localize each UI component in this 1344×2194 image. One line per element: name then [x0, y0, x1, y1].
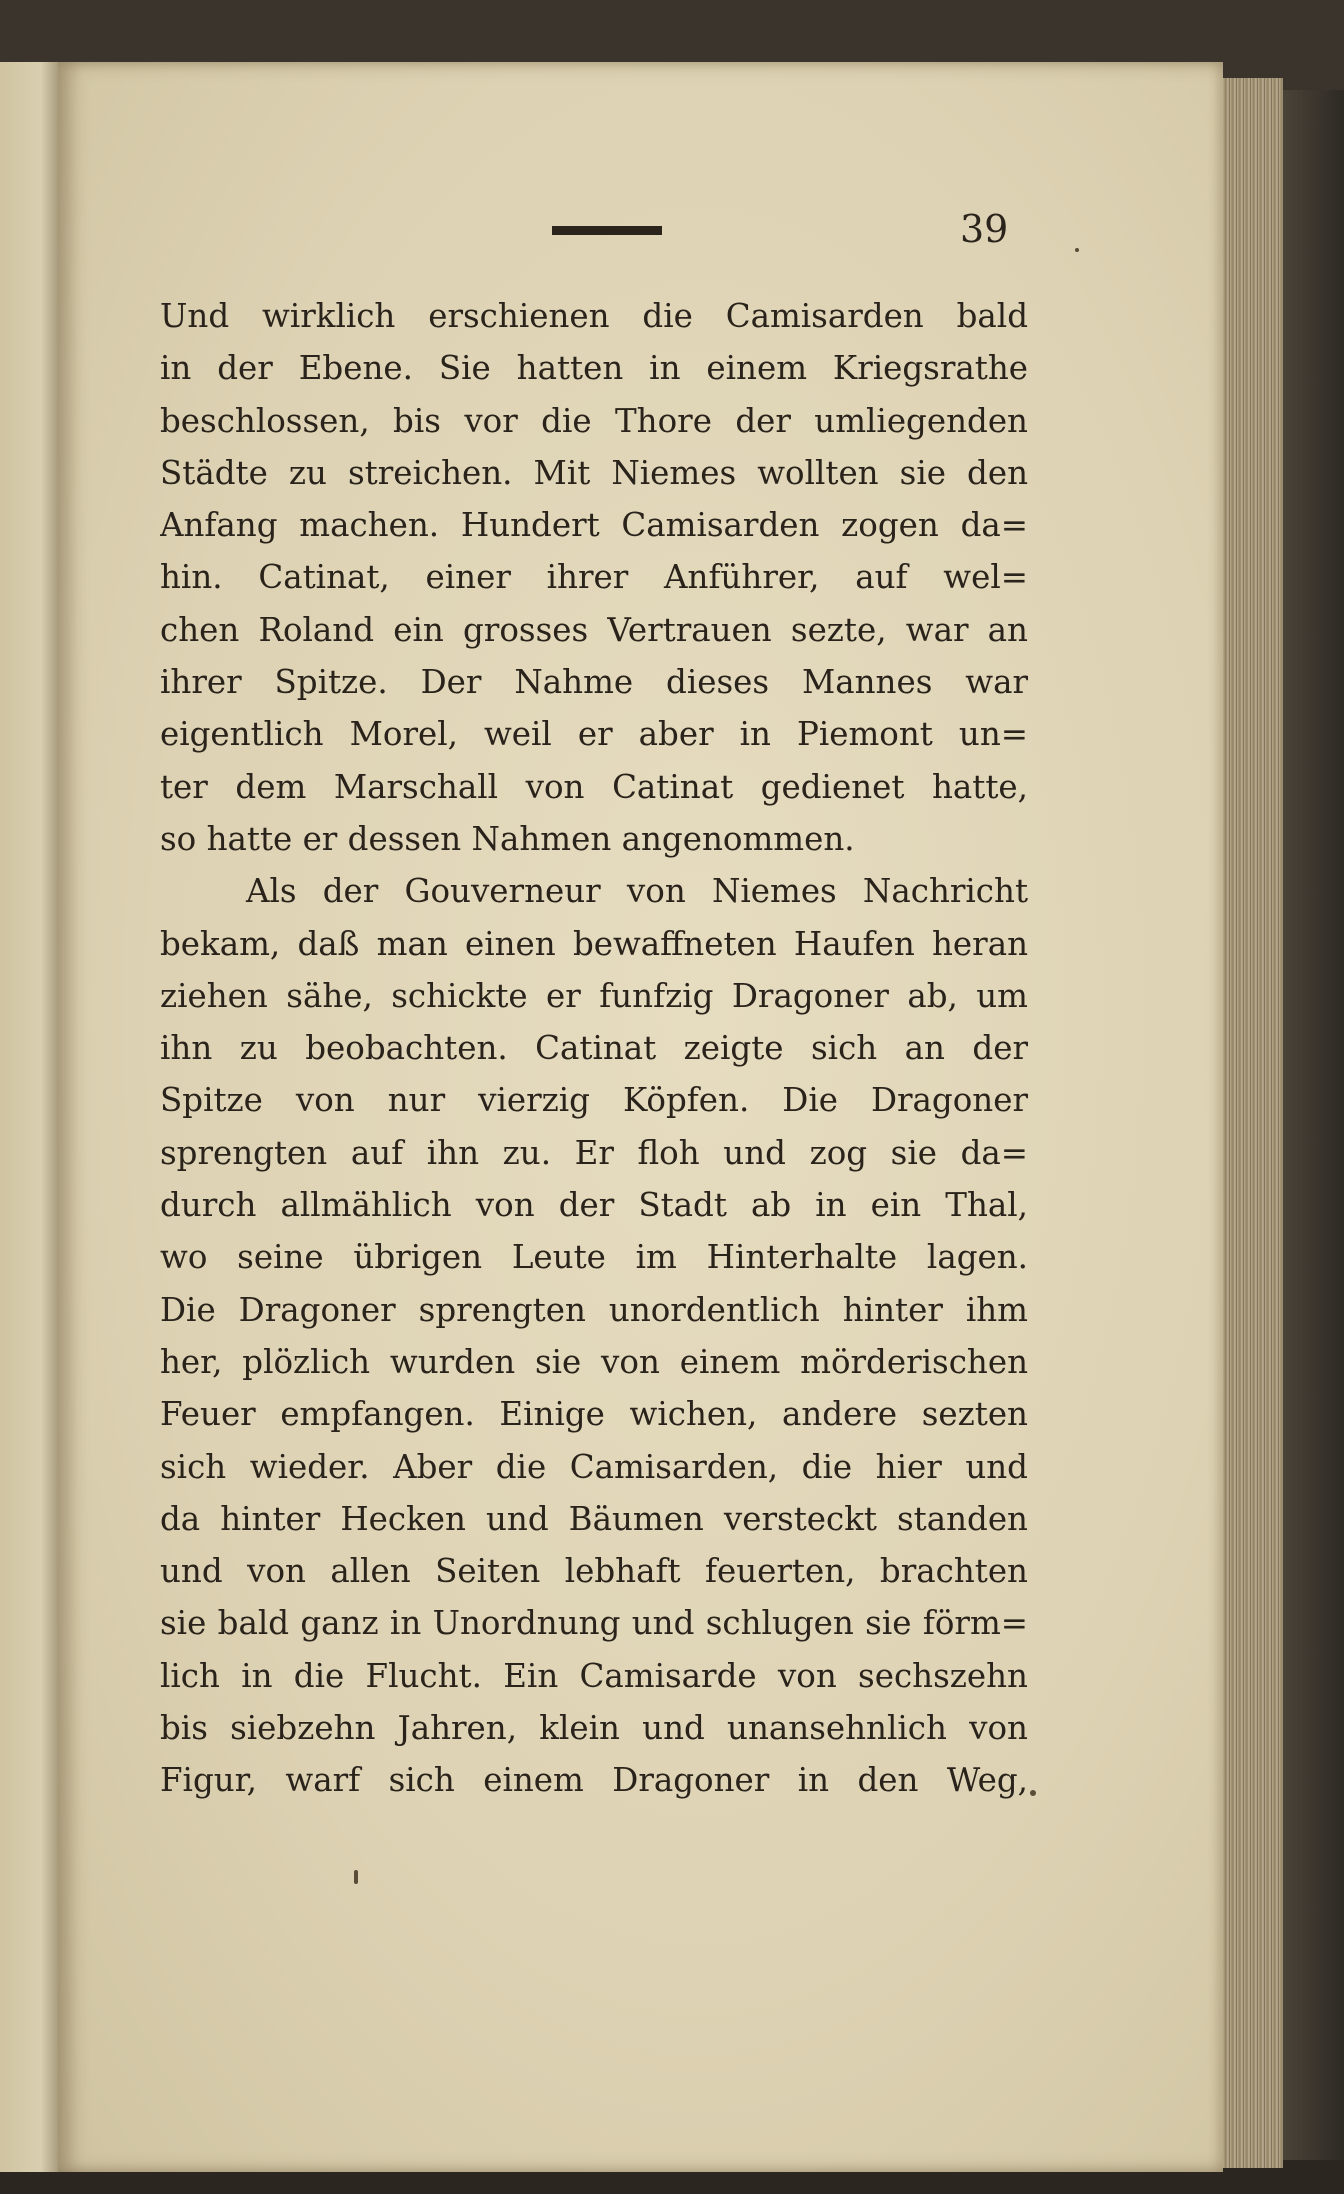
text-line: Figur, warf sich einem Dragoner in den Weg, — [160, 1761, 1028, 1800]
text-line: Städte zu streichen. Mit Niemes wollten sie den — [160, 453, 1028, 492]
text-line: Und wirklich erschienen die Camisarden bald — [160, 297, 1028, 335]
body-text — [160, 290, 1028, 1807]
facing-page-edge — [0, 62, 58, 2172]
text-line: bis siebzehn Jahren, klein und unansehnlich von — [160, 1709, 1028, 1748]
text-line: beschlossen, bis vor die Thore der umliegenden — [160, 401, 1028, 440]
paragraph-1 — [160, 290, 1028, 865]
text-line: sprengten auf ihn zu. Er floh und zog sie da= — [160, 1133, 1028, 1172]
text-line: sie bald ganz in Unordnung und schlugen sie förm= — [160, 1604, 1028, 1643]
text-line: in der Ebene. Sie hatten in einem Kriegsrathe — [160, 349, 1028, 388]
text-line: chen Roland ein grosses Vertrauen sezte, war an — [160, 610, 1028, 649]
text-line: ihrer Spitze. Der Nahme dieses Mannes war — [160, 663, 1028, 702]
text-line: ter dem Marschall von Catinat gedienet hatte, — [160, 767, 1028, 806]
text-line: Feuer empfangen. Einige wichen, andere sezten — [160, 1395, 1028, 1434]
text-line: und von allen Seiten lebhaft feuerten, brachten — [160, 1552, 1028, 1591]
paragraph-2 — [160, 865, 1028, 1806]
text-line: Spitze von nur vierzig Köpfen. Die Dragoner — [160, 1081, 1028, 1120]
text-line: hin. Catinat, einer ihrer Anführer, auf wel= — [160, 558, 1028, 597]
paper-speck — [1075, 248, 1079, 252]
paper-speck — [354, 1870, 358, 1884]
text-line: sich wieder. Aber die Camisarden, die hier und — [160, 1447, 1028, 1486]
paper-speck — [1030, 1790, 1036, 1796]
book-cover-edge — [1283, 90, 1344, 2160]
text-line: so hatte er dessen Nahmen angenommen. — [160, 819, 855, 858]
header-rule — [552, 226, 662, 235]
text-line: eigentlich Morel, weil er aber in Piemont un= — [160, 715, 1028, 754]
text-line: lich in die Flucht. Ein Camisarde von sechszehn — [160, 1656, 1028, 1695]
text-line: her, plözlich wurden sie von einem mörderischen — [160, 1342, 1028, 1381]
text-line: da hinter Hecken und Bäumen versteckt standen — [160, 1499, 1028, 1538]
text-line: Die Dragoner sprengten unordentlich hinter ihm — [160, 1290, 1028, 1329]
page-number: 39 — [960, 207, 1009, 251]
text-line: wo seine übrigen Leute im Hinterhalte lagen. — [160, 1238, 1028, 1277]
page-block-edge — [1223, 78, 1283, 2168]
text-line: durch allmählich von der Stadt ab in ein Thal, — [160, 1186, 1028, 1225]
text-line: ihn zu beobachten. Catinat zeigte sich an der — [160, 1029, 1028, 1068]
text-line: Anfang machen. Hundert Camisarden zogen da= — [160, 506, 1028, 545]
text-line: ziehen sähe, schickte er funfzig Dragoner ab, um — [160, 976, 1028, 1015]
text-line: bekam, daß man einen bewaffneten Haufen heran — [160, 924, 1028, 963]
text-line: Als der Gouverneur von Niemes Nachricht — [246, 872, 1028, 911]
